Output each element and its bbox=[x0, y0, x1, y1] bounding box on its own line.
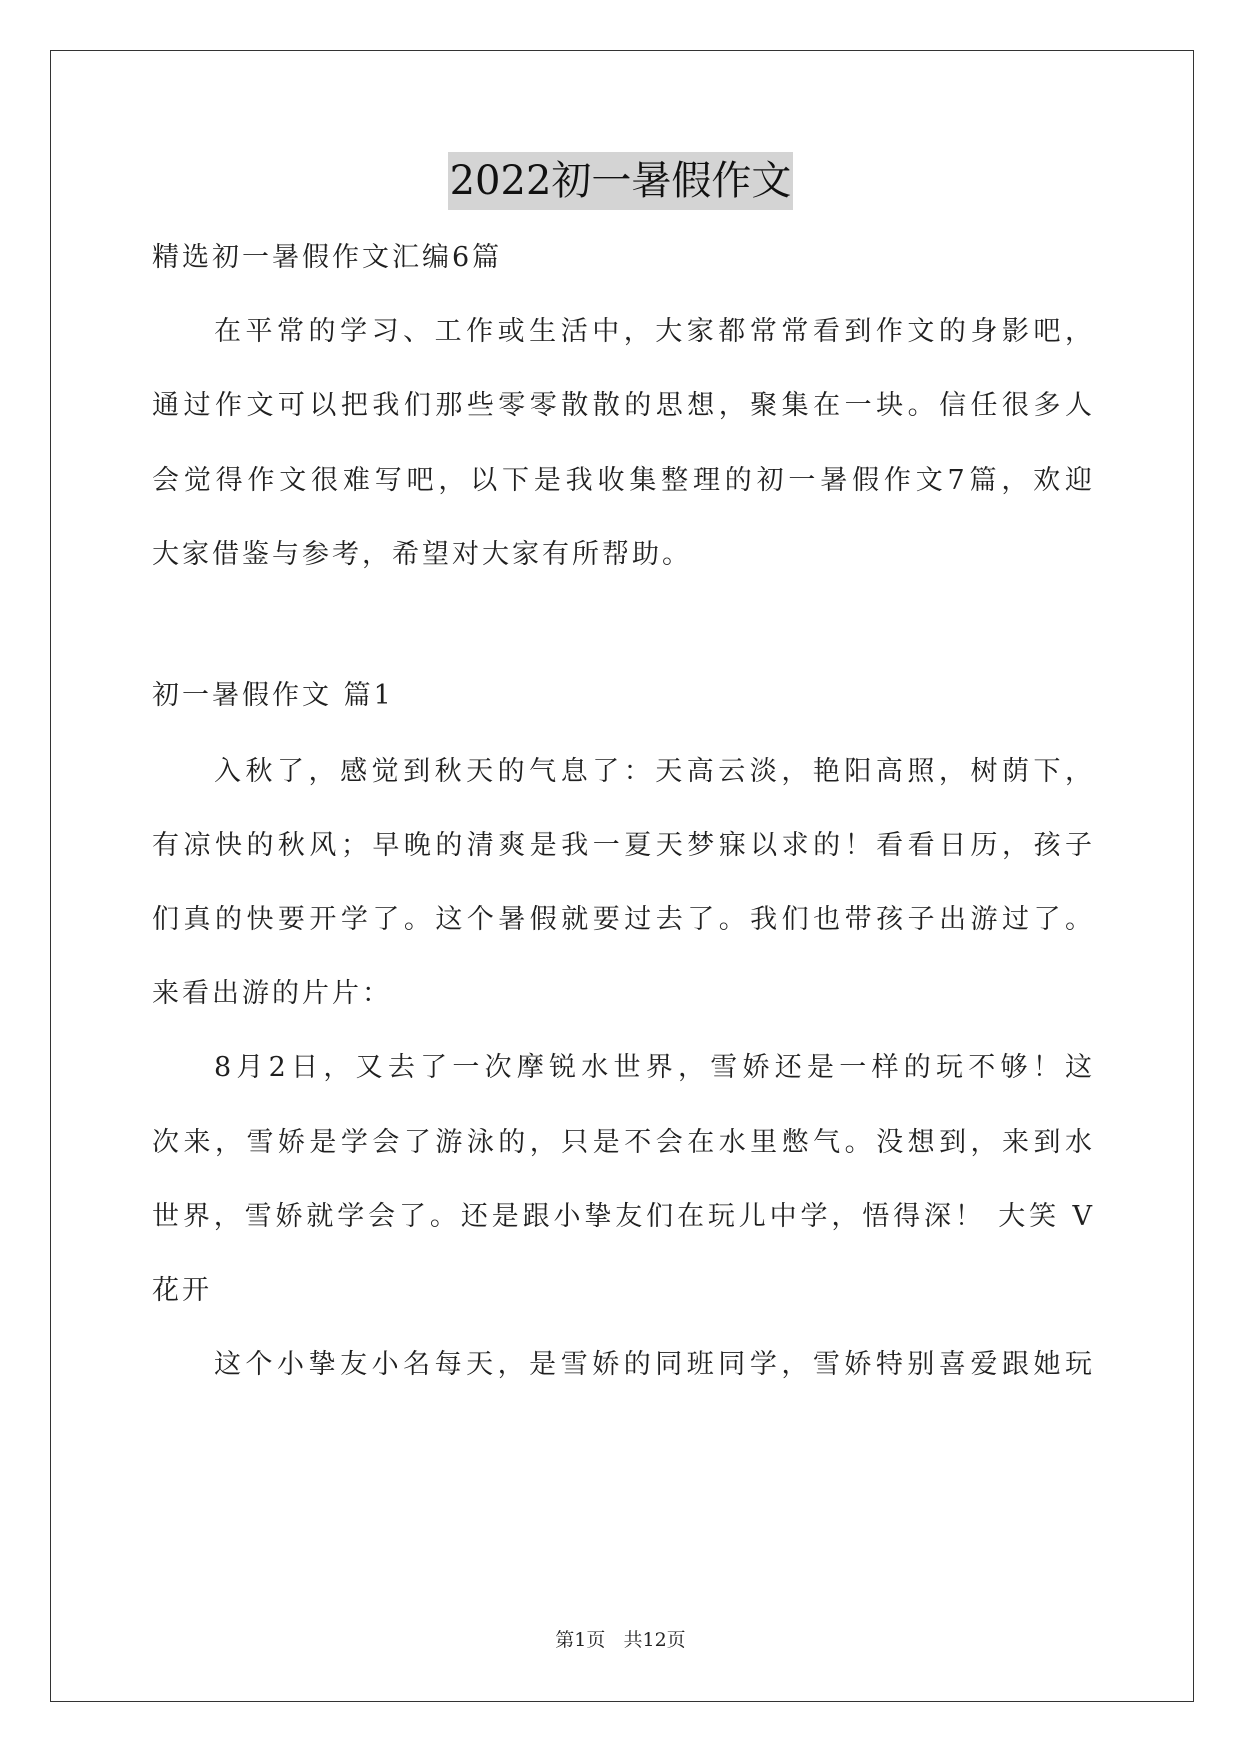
intro-line: 会觉得作文很难写吧，以下是我收集整理的初一暑假作文7篇，欢迎 bbox=[152, 465, 1092, 496]
document-subtitle: 精选初一暑假作文汇编6篇 bbox=[152, 242, 503, 273]
intro-line: 在平常的学习、工作或生活中，大家都常常看到作文的身影吧， bbox=[214, 316, 1092, 347]
paragraph-line: 有凉快的秋风；早晚的清爽是我一夏天梦寐以求的！看看日历，孩子 bbox=[152, 830, 1092, 861]
paragraph-line: 来看出游的片片： bbox=[152, 978, 392, 1009]
intro-line: 大家借鉴与参考，希望对大家有所帮助。 bbox=[152, 539, 692, 570]
page-footer: 第1页 共12页 bbox=[555, 1629, 686, 1651]
paragraph-line: 8月2日，又去了一次摩锐水世界，雪娇还是一样的玩不够！这 bbox=[214, 1052, 1092, 1083]
title-wrap bbox=[0, 152, 1241, 210]
intro-line: 通过作文可以把我们那些零零散散的思想，聚集在一块。信任很多人 bbox=[152, 390, 1092, 421]
document-title: 2022初一暑假作文 bbox=[448, 152, 794, 210]
paragraph-line: 世界，雪娇就学会了。还是跟小挚友们在玩儿中学，悟得深！ 大笑 V bbox=[152, 1201, 1092, 1232]
paragraph-line: 次来，雪娇是学会了游泳的，只是不会在水里憋气。没想到，来到水 bbox=[152, 1127, 1092, 1158]
page-border bbox=[50, 50, 1194, 1702]
paragraph-line: 这个小挚友小名每天，是雪娇的同班同学，雪娇特别喜爱跟她玩 bbox=[214, 1349, 1092, 1380]
paragraph-line: 花开 bbox=[152, 1275, 212, 1306]
paragraph-line: 们真的快要开学了。这个暑假就要过去了。我们也带孩子出游过了。 bbox=[152, 904, 1092, 935]
section-heading: 初一暑假作文 篇1 bbox=[152, 680, 394, 711]
paragraph-line: 入秋了，感觉到秋天的气息了：天高云淡，艳阳高照，树荫下， bbox=[214, 756, 1092, 787]
